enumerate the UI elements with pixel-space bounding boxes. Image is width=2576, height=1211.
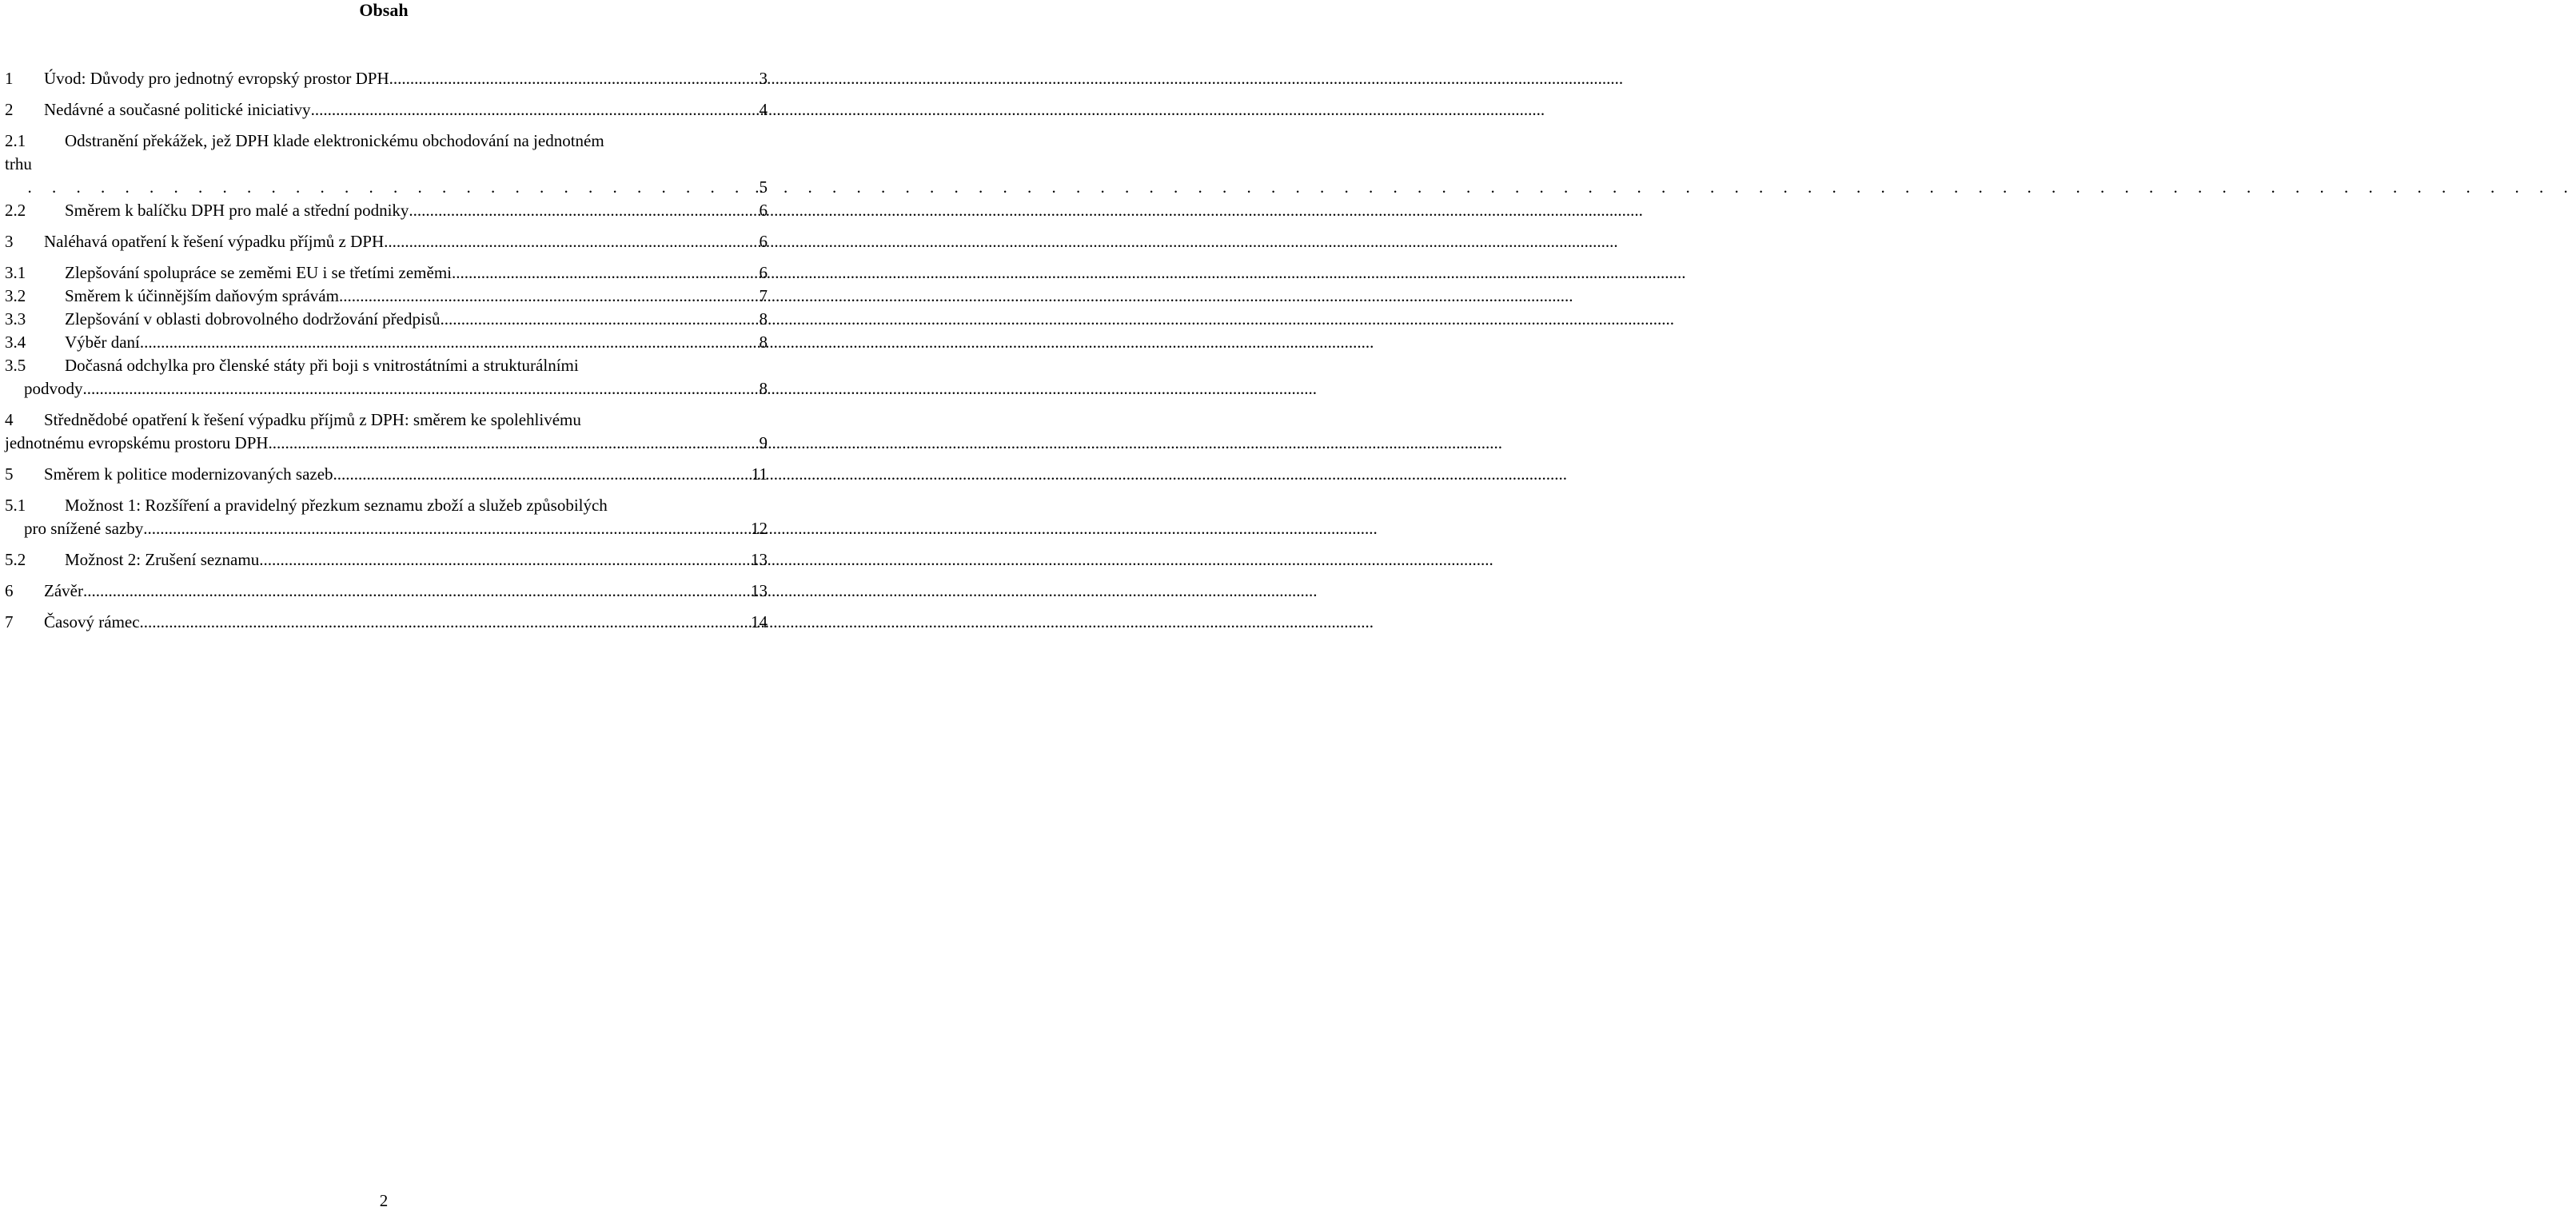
dot-leader: [384, 230, 757, 253]
toc-entry-page: 3: [759, 69, 768, 88]
toc-entry-number: 3.3: [5, 309, 26, 329]
dot-leader: [259, 548, 749, 572]
toc-entry-number: 3.2: [5, 286, 26, 305]
toc-entry-number: 3.1: [5, 263, 26, 282]
toc-entry-number: 2.2: [5, 201, 26, 220]
toc-entry-text-continued: podvody: [24, 379, 83, 398]
dot-leader: [311, 98, 758, 121]
toc-entry-page: 13: [751, 581, 768, 600]
toc-entry-page: 13: [751, 550, 768, 569]
toc-entry-7[interactable]: [5, 611, 768, 634]
toc-entry-2-1[interactable]: [5, 129, 768, 199]
toc-entry-page: .5: [755, 177, 768, 197]
toc-entry-number: 5.1: [5, 496, 26, 515]
toc-entry-text: Nedávné a současné politické iniciativy: [44, 100, 311, 119]
toc-entry-6[interactable]: [5, 580, 768, 603]
toc-entry-page: 8: [759, 333, 768, 352]
toc-entry-3-2[interactable]: [5, 285, 768, 308]
toc-entry-3-3[interactable]: [5, 308, 768, 331]
toc-entry-1[interactable]: [5, 67, 768, 90]
toc-entry-4[interactable]: [5, 408, 768, 455]
toc-entry-number: 6: [5, 581, 14, 600]
toc-entry-text: Naléhavá opatření k řešení výpadku příjmů z DPH: [44, 232, 385, 251]
toc-entry-text: Možnost 2: Zrušení seznamu: [65, 550, 260, 569]
dot-leader: [409, 199, 757, 222]
toc-entry-number: 3: [5, 232, 14, 251]
toc-entry-text: Závěr: [44, 581, 83, 600]
toc-entry-text-continued: jednotnému evropskému prostoru DPH: [5, 433, 269, 452]
toc-title: Obsah: [359, 0, 409, 20]
dot-leader: [339, 285, 758, 308]
dot-leader: [452, 261, 757, 285]
toc-entry-text: Zlepšování v oblasti dobrovolného dodržování předpisů: [65, 309, 441, 329]
toc-entry-text: Odstranění překážek, jež DPH klade elektronickému obchodování na jednotném: [65, 131, 604, 150]
toc-entry-text: Směrem k účinnějším daňovým správám: [65, 286, 339, 305]
toc-entry-5-1[interactable]: [5, 494, 768, 540]
dot-leader: [389, 67, 758, 90]
toc-entry-page: 8: [759, 309, 768, 329]
dot-leader: [27, 176, 753, 199]
toc-entry-text: Úvod: Důvody pro jednotný evropský prostor DPH: [44, 69, 389, 88]
toc-entry-page: 8: [759, 379, 768, 398]
toc-entry-page: 6: [759, 232, 768, 251]
dot-leader: [269, 432, 758, 455]
dot-leader: [333, 463, 750, 486]
toc-entry-2-2[interactable]: [5, 199, 768, 222]
toc-entry-number: 2.1: [5, 131, 26, 150]
toc-entry-number: 4: [5, 410, 14, 429]
toc-entry-3-4[interactable]: [5, 331, 768, 354]
toc-entry-text: Střednědobé opatření k řešení výpadku příjmů z DPH: směrem ke spolehlivému: [44, 410, 581, 429]
toc-entry-2[interactable]: [5, 98, 768, 121]
toc-entry-text: Časový rámec: [44, 612, 140, 631]
toc-entry-text: Zlepšování spolupráce se zeměmi EU i se třetími zeměmi: [65, 263, 453, 282]
dot-leader: [140, 611, 749, 634]
toc-entry-number: 5.2: [5, 550, 26, 569]
toc-entry-text-continued: pro snížené sazby: [24, 519, 144, 538]
dot-leader: [140, 331, 758, 354]
toc-entry-text: Směrem k politice modernizovaných sazeb: [44, 464, 333, 484]
toc-entry-number: 1: [5, 69, 14, 88]
toc-entry-page: 12: [751, 519, 768, 538]
toc-entry-text-continued: trhu: [5, 154, 32, 173]
dot-leader: [83, 580, 749, 603]
toc-entry-number: 7: [5, 612, 14, 631]
toc-entry-page: 14: [751, 612, 768, 631]
toc-entry-text: Výběr daní: [65, 333, 140, 352]
toc-entry-page: 4: [759, 100, 768, 119]
dot-leader: [441, 308, 758, 331]
page-number: 2: [379, 1191, 389, 1210]
toc-entry-number: 5: [5, 464, 14, 484]
toc-entry-number: 3.5: [5, 356, 26, 375]
toc-entry-3-5[interactable]: [5, 354, 768, 400]
toc-entry-5[interactable]: [5, 463, 768, 486]
toc-entry-page: 6: [759, 201, 768, 220]
toc-entry-page: 11: [751, 464, 768, 484]
toc-entry-text: Dočasná odchylka pro členské státy při boji s vnitrostátními a strukturálními: [65, 356, 579, 375]
toc-entry-5-2[interactable]: [5, 548, 768, 572]
toc-entry-page: 9: [759, 433, 768, 452]
toc-entry-3-1[interactable]: [5, 261, 768, 285]
toc-entry-number: 2: [5, 100, 14, 119]
toc-entry-3[interactable]: [5, 230, 768, 253]
dot-leader: [83, 377, 758, 400]
dot-leader: [143, 517, 749, 540]
toc-entry-number: 3.4: [5, 333, 26, 352]
toc-entry-text: Směrem k balíčku DPH pro malé a střední podniky: [65, 201, 409, 220]
toc-entry-text: Možnost 1: Rozšíření a pravidelný přezkum seznamu zboží a služeb způsobilých: [65, 496, 608, 515]
toc-entry-page: 6: [759, 263, 768, 282]
table-of-contents: [5, 67, 768, 634]
toc-entry-page: 7: [759, 286, 768, 305]
